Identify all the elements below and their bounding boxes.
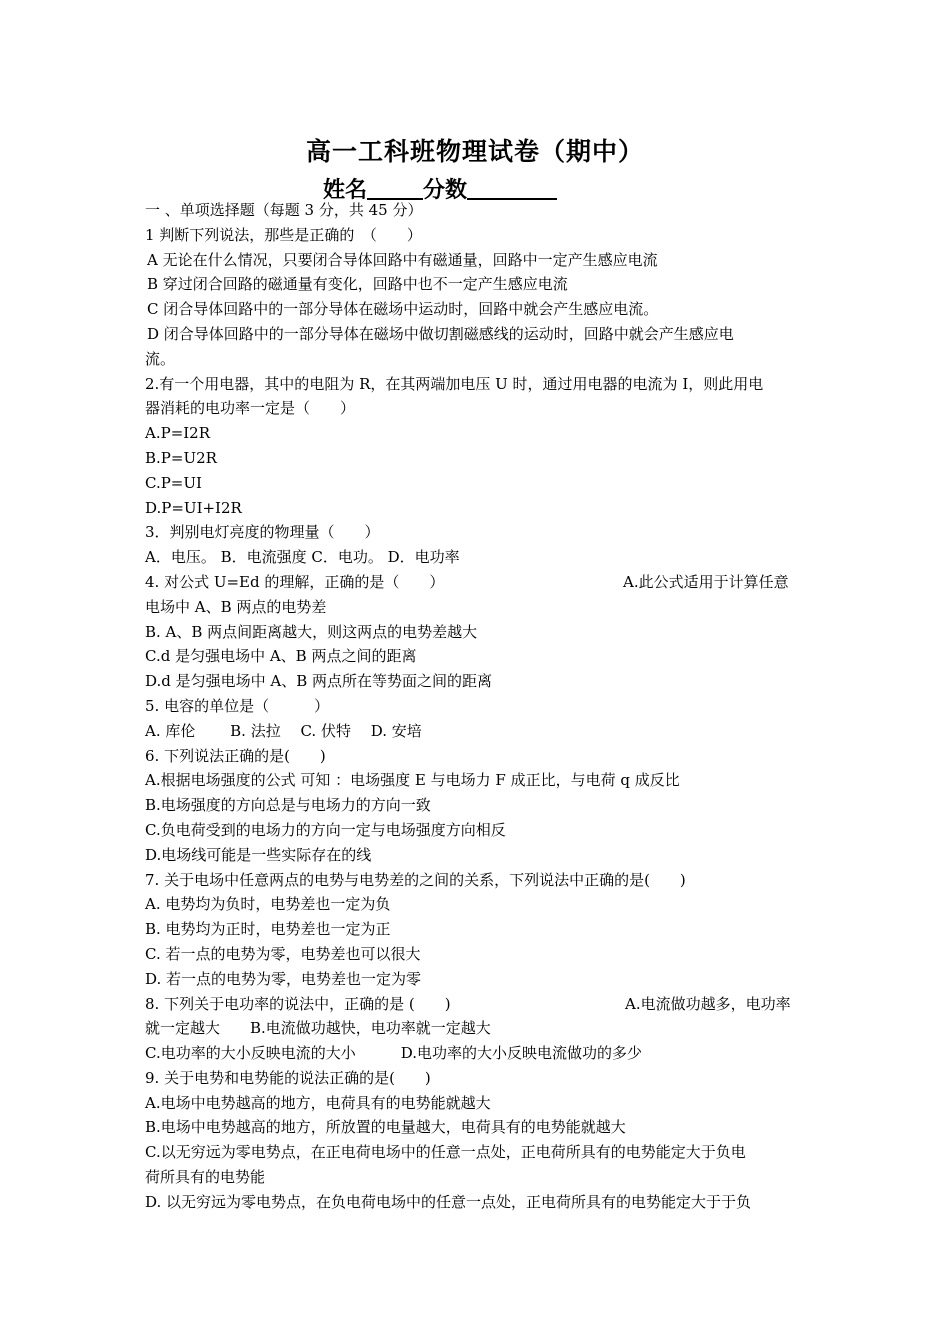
options-3: A．电压。 B．电流强度 C．电功。 D．电功率 bbox=[145, 548, 460, 567]
option-9d: D. 以无穷远为零电势点，在负电荷电场中的任意一点处，正电荷所具有的电势能定大于于负 bbox=[145, 1192, 752, 1211]
option-7b: B. 电势均为正时，电势差也一定为正 bbox=[145, 920, 391, 939]
option-1d-cont: 流。 bbox=[145, 349, 176, 368]
option-7a: A. 电势均为负时，电势差也一定为负 bbox=[145, 895, 391, 914]
section-heading: 一 、单项选择题（每题 3 分，共 45 分） bbox=[145, 201, 423, 219]
score-blank bbox=[467, 176, 557, 200]
options-8cd: C.电功率的大小反映电流的大小 D.电功率的大小反映电流做功的多少 bbox=[145, 1044, 642, 1063]
option-4c: C.d 是匀强电场中 A、B 两点之间的距离 bbox=[145, 647, 417, 666]
option-2d: D.P=UI+I2R bbox=[145, 498, 242, 517]
exam-body bbox=[145, 198, 810, 1215]
option-1d: D 闭合导体回路中的一部分导体在磁场中做切割磁感线的运动时，回路中就会产生感应电 bbox=[147, 324, 734, 343]
score-label: 分数 bbox=[423, 177, 468, 203]
option-4b: B. A、B 两点间距离越大，则这两点的电势差越大 bbox=[145, 622, 478, 641]
option-6c: C.负电荷受到的电场力的方向一定与电场强度方向相反 bbox=[145, 820, 506, 839]
option-6b: B.电场强度的方向总是与电场力的方向一致 bbox=[145, 796, 431, 815]
question-5: 5. 电容的单位是（ ） bbox=[145, 696, 330, 715]
question-4-line bbox=[145, 570, 810, 595]
option-2b: B.P=U2R bbox=[145, 448, 217, 467]
name-label: 姓名 bbox=[323, 177, 368, 203]
question-3: 3．判别电灯亮度的物理量（ ） bbox=[145, 523, 380, 542]
option-7c: C. 若一点的电势为零，电势差也可以很大 bbox=[145, 944, 421, 963]
question-8-line bbox=[145, 992, 810, 1017]
option-4d: D.d 是匀强电场中 A、B 两点所在等势面之间的距离 bbox=[145, 672, 493, 691]
question-2-cont: 器消耗的电功率一定是（ ） bbox=[145, 399, 356, 418]
options-8ab: 就一定越大 B.电流做功越快，电功率就一定越大 bbox=[145, 1019, 491, 1038]
question-2: 2.有一个用电器，其中的电阻为 R，在其两端加电压 U 时，通过用电器的电流为 I，则此用电 bbox=[145, 374, 764, 393]
option-8a: A.电流做功越多，电功率 bbox=[625, 994, 791, 1013]
question-4: 4. 对公式 U=Ed 的理解，正确的是（ ） bbox=[145, 572, 445, 591]
option-4a-cont: 电场中 A、B 两点的电势差 bbox=[145, 597, 327, 616]
option-9c-cont: 荷所具有的电势能 bbox=[145, 1168, 266, 1187]
option-9b: B.电场中电势越高的地方，所放置的电量越大，电荷具有的电势能就越大 bbox=[145, 1118, 626, 1137]
option-2c: C.P=UI bbox=[145, 473, 202, 492]
question-6: 6. 下列说法正确的是( ) bbox=[145, 746, 326, 765]
name-blank bbox=[367, 176, 423, 200]
question-7: 7. 关于电场中任意两点的电势与电势差的之间的关系，下列说法中正确的是( ) bbox=[145, 870, 686, 889]
option-1b: B 穿过闭合回路的磁通量有变化，回路中也不一定产生感应电流 bbox=[147, 275, 568, 294]
question-1: 1 判断下列说法，那些是正确的 （ ） bbox=[145, 225, 422, 244]
page-title: 高一工科班物理试卷（期中） bbox=[305, 137, 644, 166]
option-4a: A.此公式适用于计算任意 bbox=[623, 572, 789, 591]
option-9a: A.电场中电势越高的地方，电荷具有的电势能就越大 bbox=[145, 1093, 491, 1112]
question-9: 9. 关于电势和电势能的说法正确的是( ) bbox=[145, 1068, 431, 1087]
options-5: A. 库伦 B. 法拉 C. 伏特 D. 安培 bbox=[145, 721, 422, 740]
option-1a: A 无论在什么情况，只要闭合导体回路中有磁通量，回路中一定产生感应电流 bbox=[147, 250, 658, 269]
option-6a: A.根据电场强度的公式 可知 ：电场强度 E 与电场力 F 成正比，与电荷 q 成反比 bbox=[145, 771, 680, 790]
option-7d: D. 若一点的电势为零，电势差也一定为零 bbox=[145, 969, 422, 988]
option-2a: A.P=I2R bbox=[145, 424, 211, 443]
option-1c: C 闭合导体回路中的一部分导体在磁场中运动时，回路中就会产生感应电流。 bbox=[147, 300, 659, 319]
option-9c: C.以无穷远为零电势点，在正电荷电场中的任意一点处，正电荷所具有的电势能定大于负电 bbox=[145, 1143, 746, 1162]
question-8: 8. 下列关于电功率的说法中，正确的是 ( ) bbox=[145, 994, 451, 1013]
option-6d: D.电场线可能是一些实际存在的线 bbox=[145, 845, 372, 864]
